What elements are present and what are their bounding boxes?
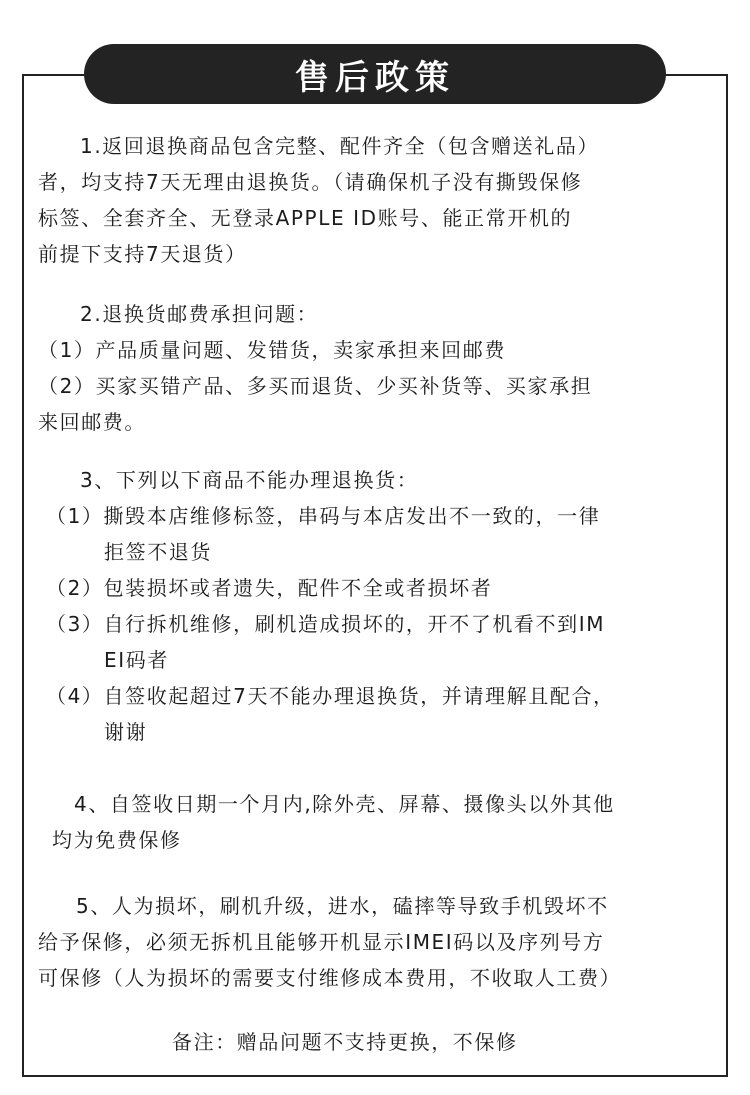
policy-line: 来回邮费。 <box>38 410 146 434</box>
policy-line: 拒签不退货 <box>104 540 212 564</box>
policy-line: 5、人为损坏，刷机升级，进水，磕摔等导致手机毁坏不 <box>76 894 609 918</box>
policy-line: 可保修（人为损坏的需要支付维修成本费用，不收取人工费） <box>38 966 622 990</box>
policy-line: （1）撕毁本店维修标签，串码与本店发出不一致的，一律 <box>46 504 601 528</box>
policy-line: 谢谢 <box>104 720 148 744</box>
policy-line: 2.退换货邮费承担问题： <box>80 302 319 326</box>
title-banner <box>84 44 666 104</box>
note-text: 备注：赠品问题不支持更换，不保修 <box>172 1030 518 1054</box>
policy-line: 均为免费保修 <box>52 828 182 852</box>
policy-line: 3、下列以下商品不能办理退换货： <box>80 468 419 492</box>
policy-line: 4、自签收日期一个月内,除外壳、屏幕、摄像头以外其他 <box>74 792 615 816</box>
policy-line: 1.返回退换商品包含完整、配件齐全（包含赠送礼品） <box>80 134 600 158</box>
policy-line: （1）产品质量问题、发错货，卖家承担来回邮费 <box>38 338 506 362</box>
policy-line: EI码者 <box>104 648 169 672</box>
policy-line: （2）包装损坏或者遗失，配件不全或者损坏者 <box>46 576 493 600</box>
policy-line: 前提下支持7天退货） <box>38 242 247 266</box>
policy-line: 者，均支持7天无理由退换货。（请确保机子没有撕毁保修 <box>38 170 583 194</box>
policy-line: 标签、全套齐全、无登录APPLE ID账号、能正常开机的 <box>38 206 573 230</box>
page-title: 售后政策 <box>295 57 455 98</box>
policy-line: （3）自行拆机维修，刷机造成损坏的，开不了机看不到IM <box>46 612 606 636</box>
policy-line: 给予保修，必须无拆机且能够开机显示IMEI码以及序列号方 <box>38 930 605 954</box>
policy-line: （4）自签收起超过7天不能办理退换货，并请理解且配合， <box>46 684 615 708</box>
policy-line: （2）买家买错产品、多买而退货、少买补货等、买家承担 <box>38 374 593 398</box>
